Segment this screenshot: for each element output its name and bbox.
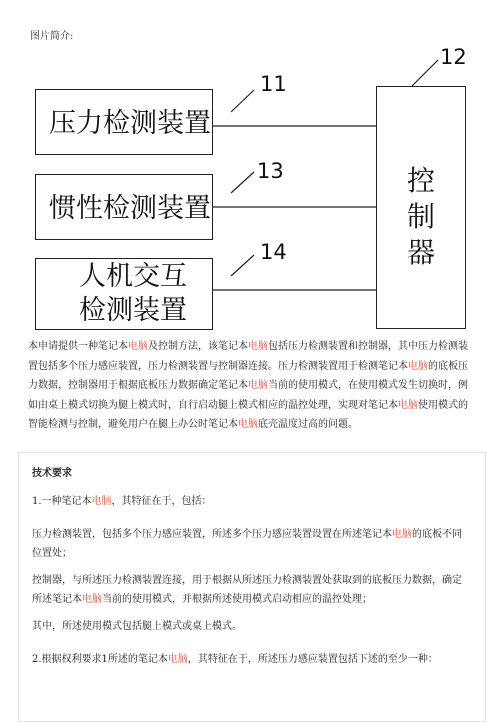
highlighted-keyword[interactable]: 电脑	[408, 360, 428, 372]
text-run: 当前的使用模式，并根据所述使用模式启动相应的温控处理；	[102, 594, 372, 605]
controller-char-2: 制	[407, 200, 436, 233]
text-run: 使用模式的智能检测与控制，避免用户在腿上办公时笔记本	[28, 399, 468, 430]
text-run: 的底板不同位置处；	[32, 529, 462, 559]
highlighted-keyword[interactable]: 电脑	[248, 380, 268, 391]
controller-char-3: 器	[407, 236, 436, 269]
hci-label-line1: 人机交互	[79, 261, 187, 292]
text-run: 2.根据权利要求1所述的笔记本	[32, 654, 168, 665]
controller-box	[376, 86, 466, 329]
highlighted-keyword[interactable]: 电脑	[238, 419, 258, 430]
claim-paragraph	[32, 571, 462, 609]
text-run: ，其特征在于，所述压力感应装置包括下述的至少一种：	[187, 654, 438, 665]
text-run: 的底板压力数据，控制器用于根据底板压力数据确定笔记本	[28, 360, 468, 391]
text-run: 底壳温度过高的问题。	[258, 419, 358, 430]
pressure-detection-label: 压力检测装置	[49, 108, 211, 139]
text-run: ，其特征在于，包括：	[111, 496, 212, 507]
hci-label-line2: 检测装置	[79, 295, 187, 326]
inertia-detection-box	[35, 174, 213, 240]
inertia-detection-label: 惯性检测装置	[49, 193, 211, 224]
ref-number-11: 11	[260, 72, 287, 96]
highlighted-keyword[interactable]: 电脑	[128, 341, 148, 352]
controller-char-1: 控	[407, 164, 436, 197]
text-run: 包括压力检测装置和控制器，其中压力检测装置包括多个压力感应装置，压力检测装置与控制器连接。压力检测装置用于检测笔记本	[28, 341, 468, 372]
text-run: 本申请提供一种笔记本	[28, 341, 128, 352]
highlighted-keyword[interactable]: 电脑	[167, 654, 188, 665]
highlighted-keyword[interactable]: 电脑	[248, 341, 268, 352]
highlighted-keyword[interactable]: 电脑	[398, 399, 418, 411]
claim-paragraph	[32, 650, 462, 669]
hci-detection-box	[35, 258, 213, 330]
ref-number-12: 12	[440, 45, 467, 69]
text-run: 1.一种笔记本	[32, 496, 92, 507]
text-run: 及控制方法，该笔记本	[148, 341, 248, 352]
claim-paragraph	[32, 617, 462, 636]
claim-paragraph	[32, 525, 462, 563]
tech-requirements-title: 技术要求	[32, 468, 72, 479]
claim-paragraph	[32, 492, 462, 511]
ref-number-14: 14	[260, 240, 287, 264]
ref-number-13: 13	[257, 159, 284, 183]
text-run: 压力检测装置，包括多个压力感应装置，所述多个压力感应装置设置在所述笔记本	[32, 529, 392, 540]
text-run: 其中，所述使用模式包括腿上模式或桌上模式。	[32, 621, 242, 632]
highlighted-keyword[interactable]: 电脑	[91, 496, 112, 507]
highlighted-keyword[interactable]: 电脑	[392, 529, 412, 540]
text-run: 当前的使用模式，在使用模式发生切换时，例如由桌上模式切换为腿上模式时，自行启动腿上模式相应的温控处理，实现对笔记本	[28, 380, 468, 411]
highlighted-keyword[interactable]: 电脑	[82, 594, 102, 605]
caption: 图片简介:	[30, 31, 74, 42]
text-run: 控制器，与所述压力检测装置连接，用于根据从所述压力检测装置处获取到的底板压力数据，确定所述笔记本	[32, 575, 462, 605]
abstract-paragraph	[28, 337, 468, 435]
pressure-detection-box	[35, 89, 213, 155]
